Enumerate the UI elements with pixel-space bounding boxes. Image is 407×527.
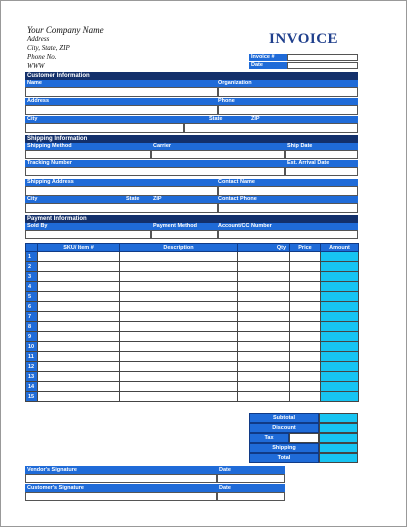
item-row xyxy=(26,262,359,272)
invoice-number-label: Invoice # xyxy=(249,54,287,61)
item-amount-cell[interactable] xyxy=(321,352,359,362)
item-row xyxy=(26,392,359,402)
item-row-number: 10 xyxy=(26,342,38,352)
item-amount-cell[interactable] xyxy=(321,342,359,352)
item-row-number: 2 xyxy=(26,262,38,272)
shipping-contact-phone-label: Contact Phone xyxy=(218,196,257,202)
item-row xyxy=(26,352,359,362)
item-amount-cell[interactable] xyxy=(321,362,359,372)
customer-date-field[interactable] xyxy=(217,492,285,501)
item-row-number: 15 xyxy=(26,392,38,402)
item-row xyxy=(26,342,359,352)
item-row-number: 6 xyxy=(26,302,38,312)
item-sku-cell[interactable] xyxy=(38,282,120,292)
payment-section-header: Payment Information xyxy=(25,215,358,223)
item-sku-cell[interactable] xyxy=(38,332,120,342)
item-qty-cell[interactable] xyxy=(238,262,290,272)
item-qty-cell[interactable] xyxy=(238,312,290,322)
item-row xyxy=(26,302,359,312)
shipping-address-field[interactable] xyxy=(25,186,218,196)
header-amount: Amount xyxy=(321,244,359,252)
customer-state-zip-field[interactable] xyxy=(184,123,358,133)
shipping-city-row xyxy=(25,196,358,203)
item-description-cell[interactable] xyxy=(120,282,238,292)
item-row xyxy=(26,312,359,322)
item-qty-cell[interactable] xyxy=(238,392,290,402)
shipping-ship-date-label: Ship Date xyxy=(287,143,313,149)
shipping-carrier-field[interactable] xyxy=(151,150,285,159)
company-phone: Phone No. xyxy=(27,53,57,61)
item-row xyxy=(26,272,359,282)
item-price-cell[interactable] xyxy=(290,382,321,392)
payment-method-field[interactable] xyxy=(151,230,218,239)
item-description-cell[interactable] xyxy=(120,302,238,312)
item-row-number: 3 xyxy=(26,272,38,282)
item-description-cell[interactable] xyxy=(120,292,238,302)
item-price-cell[interactable] xyxy=(290,292,321,302)
shipping-contact-name-field[interactable] xyxy=(218,186,358,196)
vendor-date-field[interactable] xyxy=(217,474,285,483)
item-sku-cell[interactable] xyxy=(38,292,120,302)
item-row xyxy=(26,252,359,262)
item-amount-cell[interactable] xyxy=(321,252,359,262)
customer-city-field[interactable] xyxy=(25,123,184,133)
item-qty-cell[interactable] xyxy=(238,292,290,302)
customer-name-row xyxy=(25,80,358,87)
item-description-cell[interactable] xyxy=(120,262,238,272)
customer-organization-label: Organization xyxy=(218,80,252,86)
item-qty-cell[interactable] xyxy=(238,352,290,362)
shipping-method-row xyxy=(25,143,358,150)
item-price-cell[interactable] xyxy=(290,372,321,382)
vendor-signature-label: Vendor's Signature xyxy=(25,466,217,474)
header-description: Description xyxy=(120,244,238,252)
customer-address-field[interactable] xyxy=(25,105,218,115)
item-row xyxy=(26,362,359,372)
header-qty: Qty xyxy=(238,244,290,252)
item-row-number: 5 xyxy=(26,292,38,302)
customer-city-label: City xyxy=(27,116,38,122)
item-price-cell[interactable] xyxy=(290,252,321,262)
item-sku-cell[interactable] xyxy=(38,392,120,402)
item-price-cell[interactable] xyxy=(290,392,321,402)
shipping-address-row xyxy=(25,179,358,186)
item-row xyxy=(26,332,359,342)
item-row xyxy=(26,322,359,332)
header-row-number xyxy=(26,244,38,252)
item-sku-cell[interactable] xyxy=(38,262,120,272)
customer-phone-field[interactable] xyxy=(218,105,358,115)
customer-city-row xyxy=(25,116,358,123)
item-qty-cell[interactable] xyxy=(238,332,290,342)
customer-zip-label: ZIP xyxy=(251,116,260,122)
item-price-cell[interactable] xyxy=(290,262,321,272)
item-qty-cell[interactable] xyxy=(238,282,290,292)
tax-label: Tax xyxy=(249,433,289,443)
payment-row xyxy=(25,223,358,230)
item-qty-cell[interactable] xyxy=(238,362,290,372)
header-sku: SKU/ Item # xyxy=(38,244,120,252)
item-amount-cell[interactable] xyxy=(321,312,359,322)
item-description-cell[interactable] xyxy=(120,382,238,392)
invoice-date-field[interactable] xyxy=(287,62,358,69)
item-sku-cell[interactable] xyxy=(38,342,120,352)
item-description-cell[interactable] xyxy=(120,352,238,362)
payment-account-field[interactable] xyxy=(218,230,358,239)
customer-organization-field[interactable] xyxy=(218,87,358,97)
company-address: Address xyxy=(27,35,50,43)
item-description-cell[interactable] xyxy=(120,312,238,322)
company-city-state-zip: City, State, ZIP xyxy=(27,44,70,52)
item-price-cell[interactable] xyxy=(290,352,321,362)
shipping-contact-name-label: Contact Name xyxy=(218,179,255,185)
shipping-city-state-zip-field[interactable] xyxy=(25,203,218,213)
customer-address-row xyxy=(25,98,358,105)
total-label: Total xyxy=(249,453,319,463)
item-sku-cell[interactable] xyxy=(38,372,120,382)
tax-field[interactable] xyxy=(319,433,358,443)
item-qty-cell[interactable] xyxy=(238,342,290,352)
vendor-signature-field[interactable] xyxy=(25,474,217,483)
item-amount-cell[interactable] xyxy=(321,392,359,402)
item-price-cell[interactable] xyxy=(290,312,321,322)
item-row xyxy=(26,282,359,292)
customer-address-label: Address xyxy=(27,98,50,104)
invoice-number-field[interactable] xyxy=(287,54,358,61)
invoice-date-label: Date xyxy=(249,62,287,69)
shipping-ship-date-field[interactable] xyxy=(285,150,358,159)
payment-sold-by-field[interactable] xyxy=(25,230,151,239)
item-row-number: 9 xyxy=(26,332,38,342)
customer-phone-label: Phone xyxy=(218,98,235,104)
customer-date-label: Date xyxy=(217,484,285,492)
invoice-title: INVOICE xyxy=(269,31,339,47)
vendor-date-label: Date xyxy=(217,466,285,474)
item-qty-cell[interactable] xyxy=(238,302,290,312)
item-row xyxy=(26,382,359,392)
shipping-total-field[interactable] xyxy=(319,443,358,453)
item-price-cell[interactable] xyxy=(290,282,321,292)
item-price-cell[interactable] xyxy=(290,302,321,312)
item-price-cell[interactable] xyxy=(290,362,321,372)
item-sku-cell[interactable] xyxy=(38,322,120,332)
item-row-number: 4 xyxy=(26,282,38,292)
item-description-cell[interactable] xyxy=(120,342,238,352)
item-price-cell[interactable] xyxy=(290,332,321,342)
shipping-carrier-label: Carrier xyxy=(153,143,172,149)
item-row-number: 8 xyxy=(26,322,38,332)
item-amount-cell[interactable] xyxy=(321,292,359,302)
item-sku-cell[interactable] xyxy=(38,312,120,322)
customer-signature-field[interactable] xyxy=(25,492,217,501)
payment-sold-by-label: Sold By xyxy=(27,223,48,229)
shipping-tracking-row xyxy=(25,160,358,167)
shipping-zip-label: ZIP xyxy=(153,196,162,202)
shipping-tracking-label: Tracking Number xyxy=(27,160,72,166)
customer-state-label: State xyxy=(209,116,223,122)
discount-field[interactable] xyxy=(319,423,358,433)
item-description-cell[interactable] xyxy=(120,332,238,342)
customer-signature-label: Customer's Signature xyxy=(25,484,217,492)
item-row-number: 12 xyxy=(26,362,38,372)
shipping-section-header: Shipping Information xyxy=(25,135,358,143)
shipping-city-label: City xyxy=(27,196,38,202)
payment-method-label: Payment Method xyxy=(153,223,198,229)
item-row xyxy=(26,372,359,382)
item-qty-cell[interactable] xyxy=(238,382,290,392)
payment-account-label: Account/CC Number xyxy=(218,223,272,229)
item-sku-cell[interactable] xyxy=(38,352,120,362)
subtotal-label: Subtotal xyxy=(249,413,319,423)
items-table xyxy=(25,243,359,402)
item-amount-cell[interactable] xyxy=(321,282,359,292)
item-description-cell[interactable] xyxy=(120,252,238,262)
item-amount-cell[interactable] xyxy=(321,322,359,332)
item-description-cell[interactable] xyxy=(120,362,238,372)
item-qty-cell[interactable] xyxy=(238,272,290,282)
total-field[interactable] xyxy=(319,453,358,463)
item-sku-cell[interactable] xyxy=(38,302,120,312)
item-amount-cell[interactable] xyxy=(321,382,359,392)
subtotal-field[interactable] xyxy=(319,413,358,423)
item-sku-cell[interactable] xyxy=(38,272,120,282)
items-header-row xyxy=(26,244,359,252)
item-qty-cell[interactable] xyxy=(238,252,290,262)
shipping-arrival-label: Est. Arrival Date xyxy=(287,160,330,166)
customer-name-field[interactable] xyxy=(25,87,218,97)
customer-section-header: Customer Information xyxy=(25,72,358,80)
item-sku-cell[interactable] xyxy=(38,252,120,262)
item-qty-cell[interactable] xyxy=(238,322,290,332)
header-price: Price xyxy=(290,244,321,252)
item-amount-cell[interactable] xyxy=(321,302,359,312)
item-description-cell[interactable] xyxy=(120,372,238,382)
item-qty-cell[interactable] xyxy=(238,372,290,382)
shipping-state-label: State xyxy=(126,196,140,202)
item-price-cell[interactable] xyxy=(290,342,321,352)
item-price-cell[interactable] xyxy=(290,322,321,332)
shipping-total-label: Shipping xyxy=(249,443,319,453)
item-amount-cell[interactable] xyxy=(321,272,359,282)
company-www: WWW xyxy=(27,62,45,70)
item-row-number: 11 xyxy=(26,352,38,362)
item-row-number: 1 xyxy=(26,252,38,262)
tax-rate-field[interactable] xyxy=(289,433,319,443)
discount-label: Discount xyxy=(249,423,319,433)
shipping-method-field[interactable] xyxy=(25,150,151,159)
item-row-number: 14 xyxy=(26,382,38,392)
item-amount-cell[interactable] xyxy=(321,372,359,382)
item-description-cell[interactable] xyxy=(120,272,238,282)
item-amount-cell[interactable] xyxy=(321,332,359,342)
item-row xyxy=(26,292,359,302)
shipping-method-label: Shipping Method xyxy=(27,143,72,149)
item-description-cell[interactable] xyxy=(120,322,238,332)
shipping-tracking-field[interactable] xyxy=(25,167,285,176)
company-name: Your Company Name xyxy=(27,25,104,35)
item-sku-cell[interactable] xyxy=(38,382,120,392)
item-description-cell[interactable] xyxy=(120,392,238,402)
shipping-address-label: Shipping Address xyxy=(27,179,74,185)
item-amount-cell[interactable] xyxy=(321,262,359,272)
shipping-arrival-field[interactable] xyxy=(285,167,358,176)
item-sku-cell[interactable] xyxy=(38,362,120,372)
item-price-cell[interactable] xyxy=(290,272,321,282)
item-row-number: 7 xyxy=(26,312,38,322)
shipping-contact-phone-field[interactable] xyxy=(218,203,358,213)
item-row-number: 13 xyxy=(26,372,38,382)
customer-name-label: Name xyxy=(27,80,42,86)
